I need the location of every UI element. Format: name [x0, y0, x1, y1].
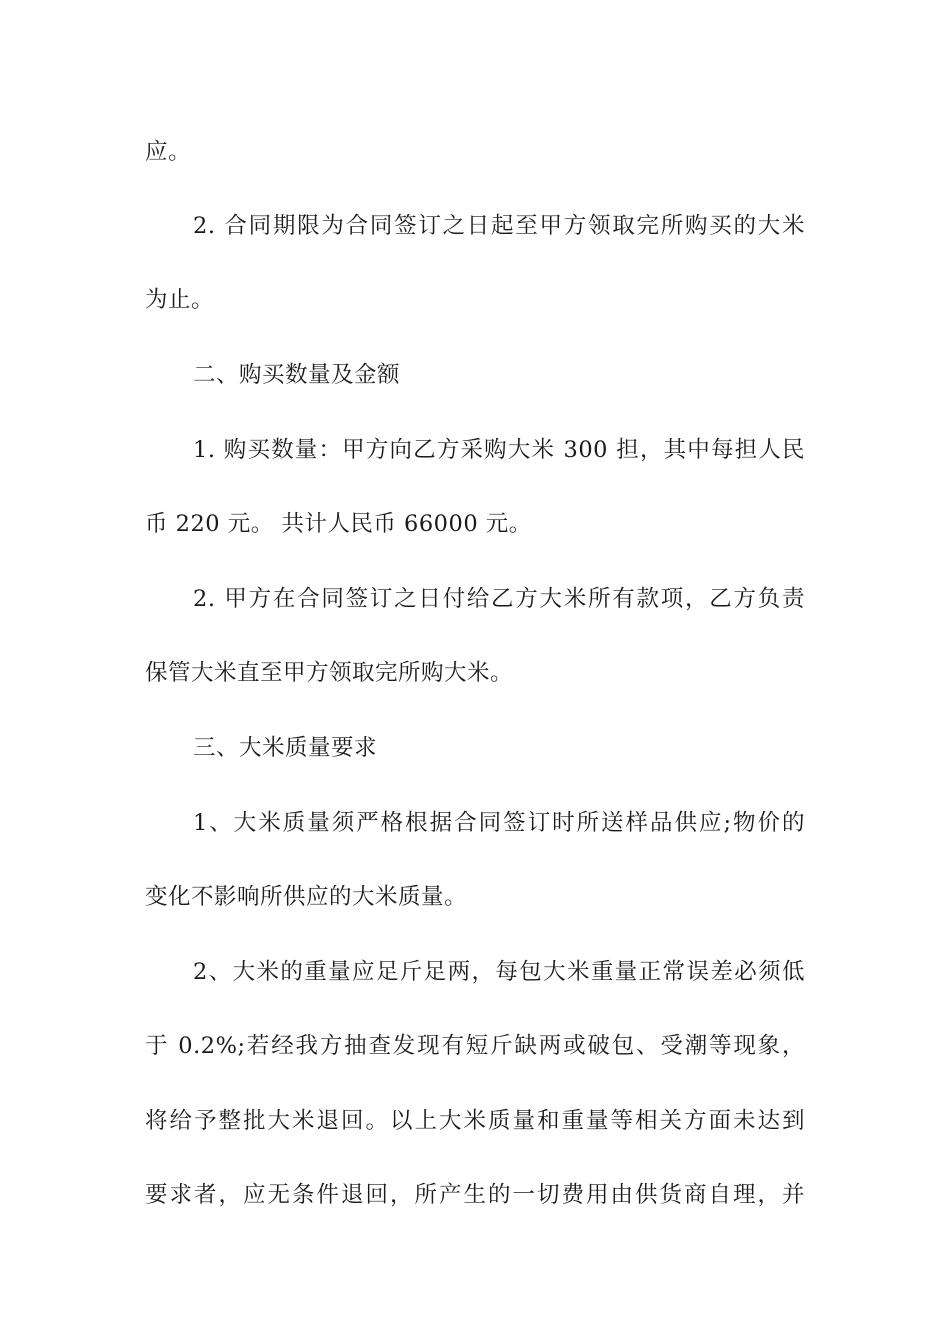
text-line: 2、大米的重量应足斤足两，每包大米重量正常误差必须低 [193, 959, 805, 985]
text-line: 币 220 元。 共计人民币 66000 元。 [145, 511, 532, 537]
text-line: 变化不影响所供应的大米质量。 [145, 884, 468, 910]
text-line: 1、大米质量须严格根据合同签订时所送样品供应;物价的 [193, 810, 805, 836]
text-line: 2. 合同期限为合同签订之日起至甲方领取完所购买的大米 [193, 213, 805, 239]
section-heading: 二、购买数量及金额 [193, 362, 401, 388]
text-line: 于 0.2%;若经我方抽查发现有短斤缺两或破包、受潮等现象， [145, 1033, 805, 1059]
text-line: 1. 购买数量：甲方向乙方采购大米 300 担，其中每担人民 [193, 437, 805, 463]
text-line: 要求者，应无条件退回，所产生的一切费用由供货商自理，并 [145, 1182, 805, 1208]
text-line: 保管大米直至甲方领取完所购大米。 [145, 660, 514, 686]
section-heading: 三、大米质量要求 [193, 735, 378, 761]
text-line: 应。 [145, 139, 192, 165]
text-line: 将给予整批大米退回。以上大米质量和重量等相关方面未达到 [145, 1108, 805, 1134]
text-line: 2. 甲方在合同签订之日付给乙方大米所有款项，乙方负责 [193, 586, 805, 612]
text-line: 为止。 [145, 287, 215, 313]
